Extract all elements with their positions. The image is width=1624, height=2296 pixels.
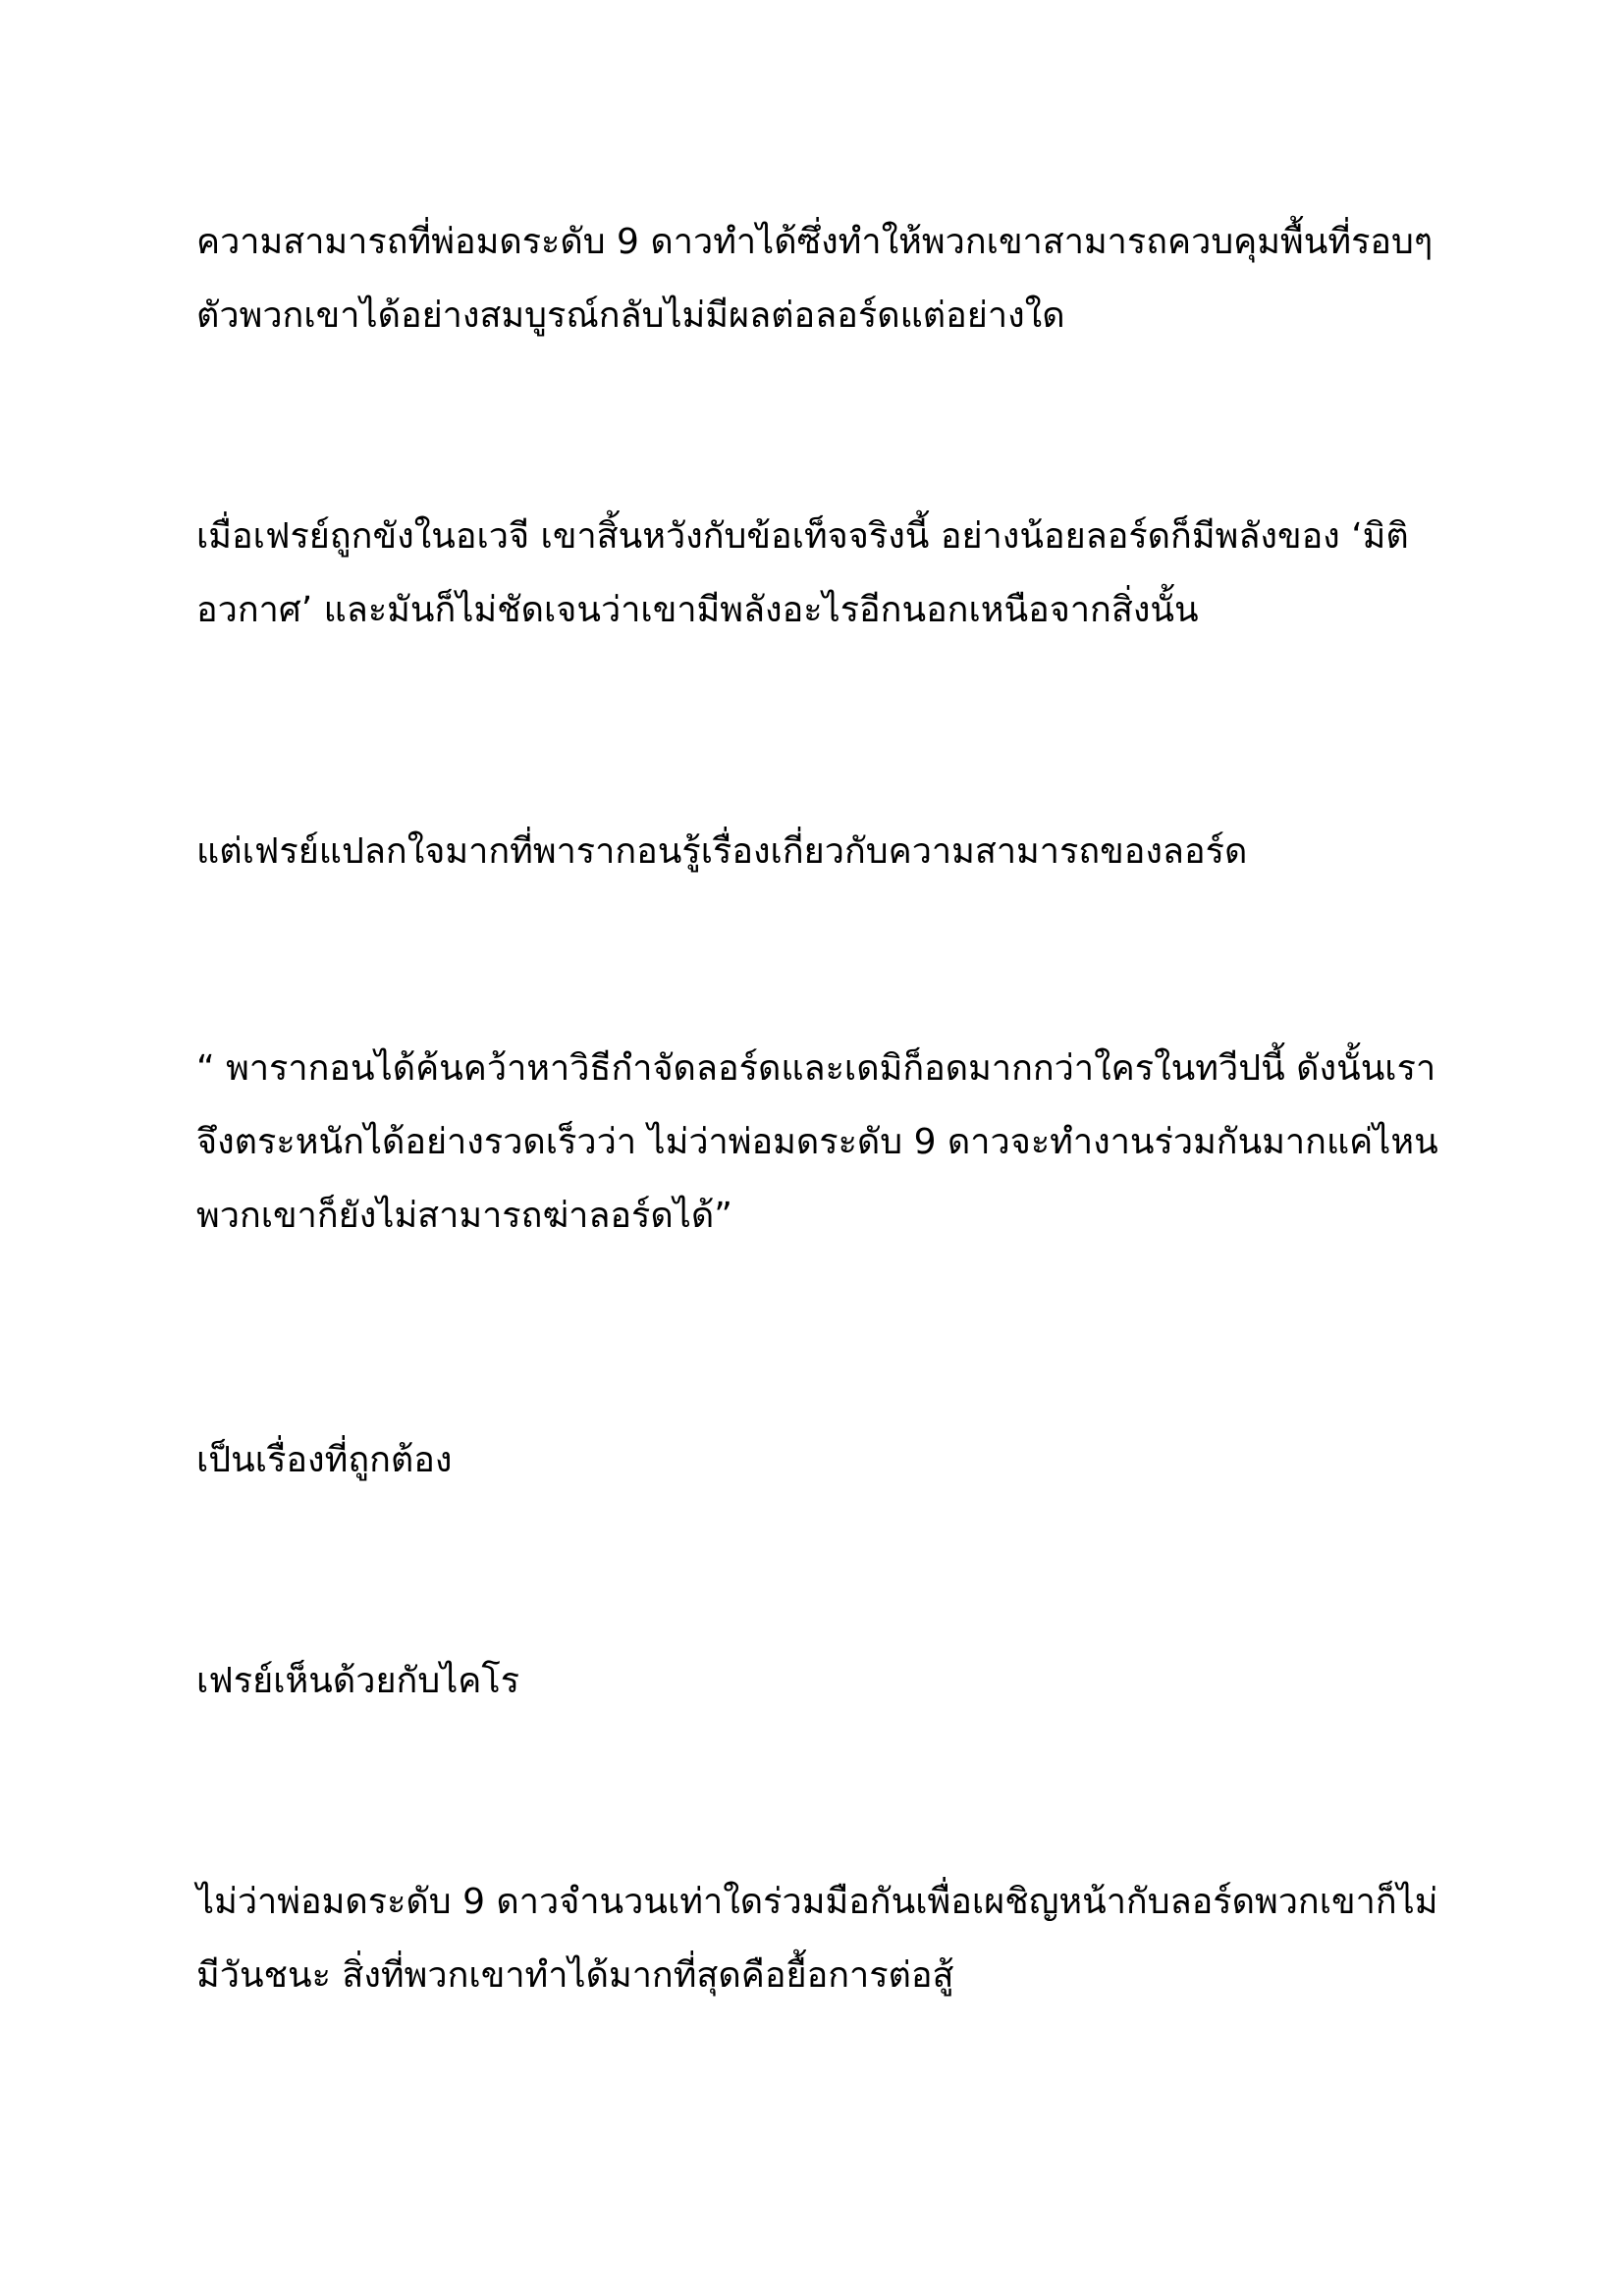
paragraph-6 (196, 1644, 1434, 1718)
paragraph-line: อวกาศ’ และมันก็ไม่ชัดเจนว่าเขามีพลังอะไรอีกนอกเหนือจากสิ่งนั้น (196, 590, 1199, 630)
paragraph-line: ตัวพวกเขาได้อย่างสมบูรณ์กลับไม่มีผลต่อลอร์ดแต่อย่างใด (196, 295, 1065, 336)
paragraph-1 (196, 205, 1434, 352)
paragraph-line: เมื่อเฟรย์ถูกขังในอเวจี เขาสิ้นหวังกับข้อเท็จจริงนี้ อย่างน้อยลอร์ดก็มีพลังของ ‘มิติ (196, 516, 1409, 557)
paragraph-line: จึงตระหนักได้อย่างรวดเร็วว่า ไม่ว่าพ่อมดระดับ 9 ดาวจะทำงานร่วมกันมากแค่ไหน (196, 1122, 1438, 1162)
paragraph-line: “ พารากอนได้ค้นคว้าหาวิธีกำจัดลอร์ดและเดมิก็อดมากกว่าใครในทวีปนี้ ดังนั้นเรา (196, 1048, 1436, 1089)
paragraph-line: ความสามารถที่พ่อมดระดับ 9 ดาวทำได้ซึ่งทำให้พวกเขาสามารถควบคุมพื้นที่รอบๆ (196, 222, 1434, 262)
paragraph-3 (196, 815, 1434, 888)
paragraph-5 (196, 1423, 1434, 1497)
paragraph-2 (196, 500, 1434, 647)
paragraph-7 (196, 1865, 1438, 2012)
paragraph-line: ไม่ว่าพ่อมดระดับ 9 ดาวจำนวนเท่าใดร่วมมือกันเพื่อเผชิญหน้ากับลอร์ดพวกเขาก็ไม่ (196, 1882, 1438, 1922)
paragraph-line: พวกเขาก็ยังไม่สามารถฆ่าลอร์ดได้” (196, 1196, 732, 1236)
paragraph-4 (196, 1032, 1438, 1253)
paragraph-line: เฟรย์เห็นด้วยกับไคโร (196, 1661, 520, 1701)
paragraph-line: เป็นเรื่องที่ถูกต้อง (196, 1440, 453, 1480)
paragraph-line: มีวันชนะ สิ่งที่พวกเขาทำได้มากที่สุดคือยื้อการต่อสู้ (196, 1955, 954, 1996)
paragraph-line: แต่เฟรย์แปลกใจมากที่พารากอนรู้เรื่องเกี่ยวกับความสามารถของลอร์ด (196, 831, 1248, 872)
